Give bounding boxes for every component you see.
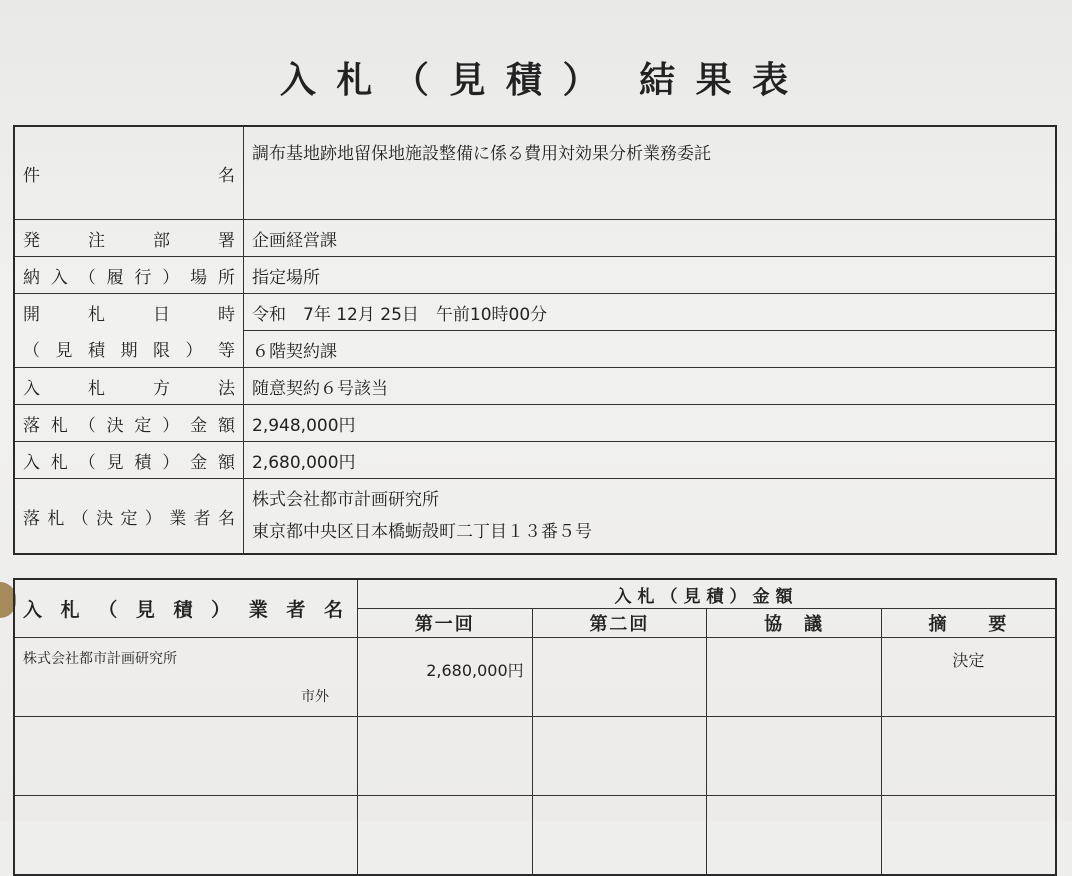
negotiation-header: 協 議 bbox=[707, 609, 882, 638]
vendor-location: 市外 bbox=[301, 689, 329, 705]
bids-header-row bbox=[14, 579, 1056, 609]
department-value: 企画経営課 bbox=[244, 220, 1057, 257]
vendor-cell bbox=[14, 638, 358, 717]
location-value: 指定場所 bbox=[244, 257, 1057, 294]
row-subject bbox=[14, 126, 1056, 220]
winner-label: 落札（決定）業者名 bbox=[14, 479, 244, 555]
location-label: 納入（履行）場所 bbox=[14, 257, 244, 294]
award-amount-value: 2,948,000円 bbox=[244, 405, 1057, 442]
award-amount-label: 落札（決定）金額 bbox=[14, 405, 244, 442]
remarks-value: 決定 bbox=[952, 651, 985, 670]
table-row bbox=[14, 638, 1056, 717]
negotiation-cell bbox=[707, 796, 882, 876]
winner-name: 株式会社都市計画研究所 bbox=[252, 490, 439, 510]
department-label: 発 注 部 署 bbox=[14, 220, 244, 257]
row-method bbox=[14, 368, 1056, 405]
remarks-header: 摘 要 bbox=[881, 609, 1056, 638]
subject-value: 調布基地跡地留保地施設整備に係る費用対効果分析業務委託 bbox=[244, 126, 1057, 220]
row-winner bbox=[14, 479, 1056, 555]
deadline-value: ６階契約課 bbox=[244, 331, 1057, 368]
table-row bbox=[14, 796, 1056, 876]
row-deadline bbox=[14, 331, 1056, 368]
deadline-label: （見積期限）等 bbox=[14, 331, 244, 368]
round2-cell bbox=[532, 717, 707, 796]
vendor-cell bbox=[14, 796, 358, 876]
vendor-name: 株式会社都市計画研究所 bbox=[23, 651, 177, 667]
amount-header: 入札（見積）金額 bbox=[358, 579, 1057, 609]
title-main: 入 札 （ 見 積 ） bbox=[279, 60, 603, 101]
remarks-cell bbox=[881, 796, 1056, 876]
subject-label: 件 名 bbox=[14, 126, 244, 220]
method-value: 随意契約６号該当 bbox=[244, 368, 1057, 405]
round1-cell bbox=[358, 796, 533, 876]
negotiation-cell bbox=[707, 717, 882, 796]
row-bid-amount bbox=[14, 442, 1056, 479]
row-location bbox=[14, 257, 1056, 294]
row-award-amount bbox=[14, 405, 1056, 442]
vendor-header: 入 札 （ 見 積 ） 業 者 名 bbox=[14, 579, 358, 638]
round2-cell bbox=[532, 638, 707, 717]
round1-cell bbox=[358, 717, 533, 796]
bid-amount-label: 入札（見積）金額 bbox=[14, 442, 244, 479]
opening-value: 令和 7年 12月 25日 午前10時00分 bbox=[244, 294, 1057, 331]
opening-label: 開 札 日 時 bbox=[14, 294, 244, 331]
table-row bbox=[14, 717, 1056, 796]
round1-amount: 2,680,000円 bbox=[426, 661, 524, 680]
remarks-cell bbox=[881, 638, 1056, 717]
round1-cell bbox=[358, 638, 533, 717]
winner-address: 東京都中央区日本橋蛎殻町二丁目１３番５号 bbox=[252, 522, 592, 542]
result-info-table bbox=[13, 125, 1057, 555]
row-department bbox=[14, 220, 1056, 257]
round2-header: 第二回 bbox=[532, 609, 707, 638]
remarks-cell bbox=[881, 717, 1056, 796]
method-label: 入 札 方 法 bbox=[14, 368, 244, 405]
bid-results-table bbox=[13, 578, 1057, 876]
vendor-cell bbox=[14, 717, 358, 796]
title-suffix: 結 果 表 bbox=[639, 60, 793, 101]
round2-cell bbox=[532, 796, 707, 876]
winner-value bbox=[244, 479, 1057, 555]
negotiation-cell bbox=[707, 638, 882, 717]
page-title bbox=[0, 52, 1072, 103]
row-opening bbox=[14, 294, 1056, 331]
bid-amount-value: 2,680,000円 bbox=[244, 442, 1057, 479]
round1-header: 第一回 bbox=[358, 609, 533, 638]
